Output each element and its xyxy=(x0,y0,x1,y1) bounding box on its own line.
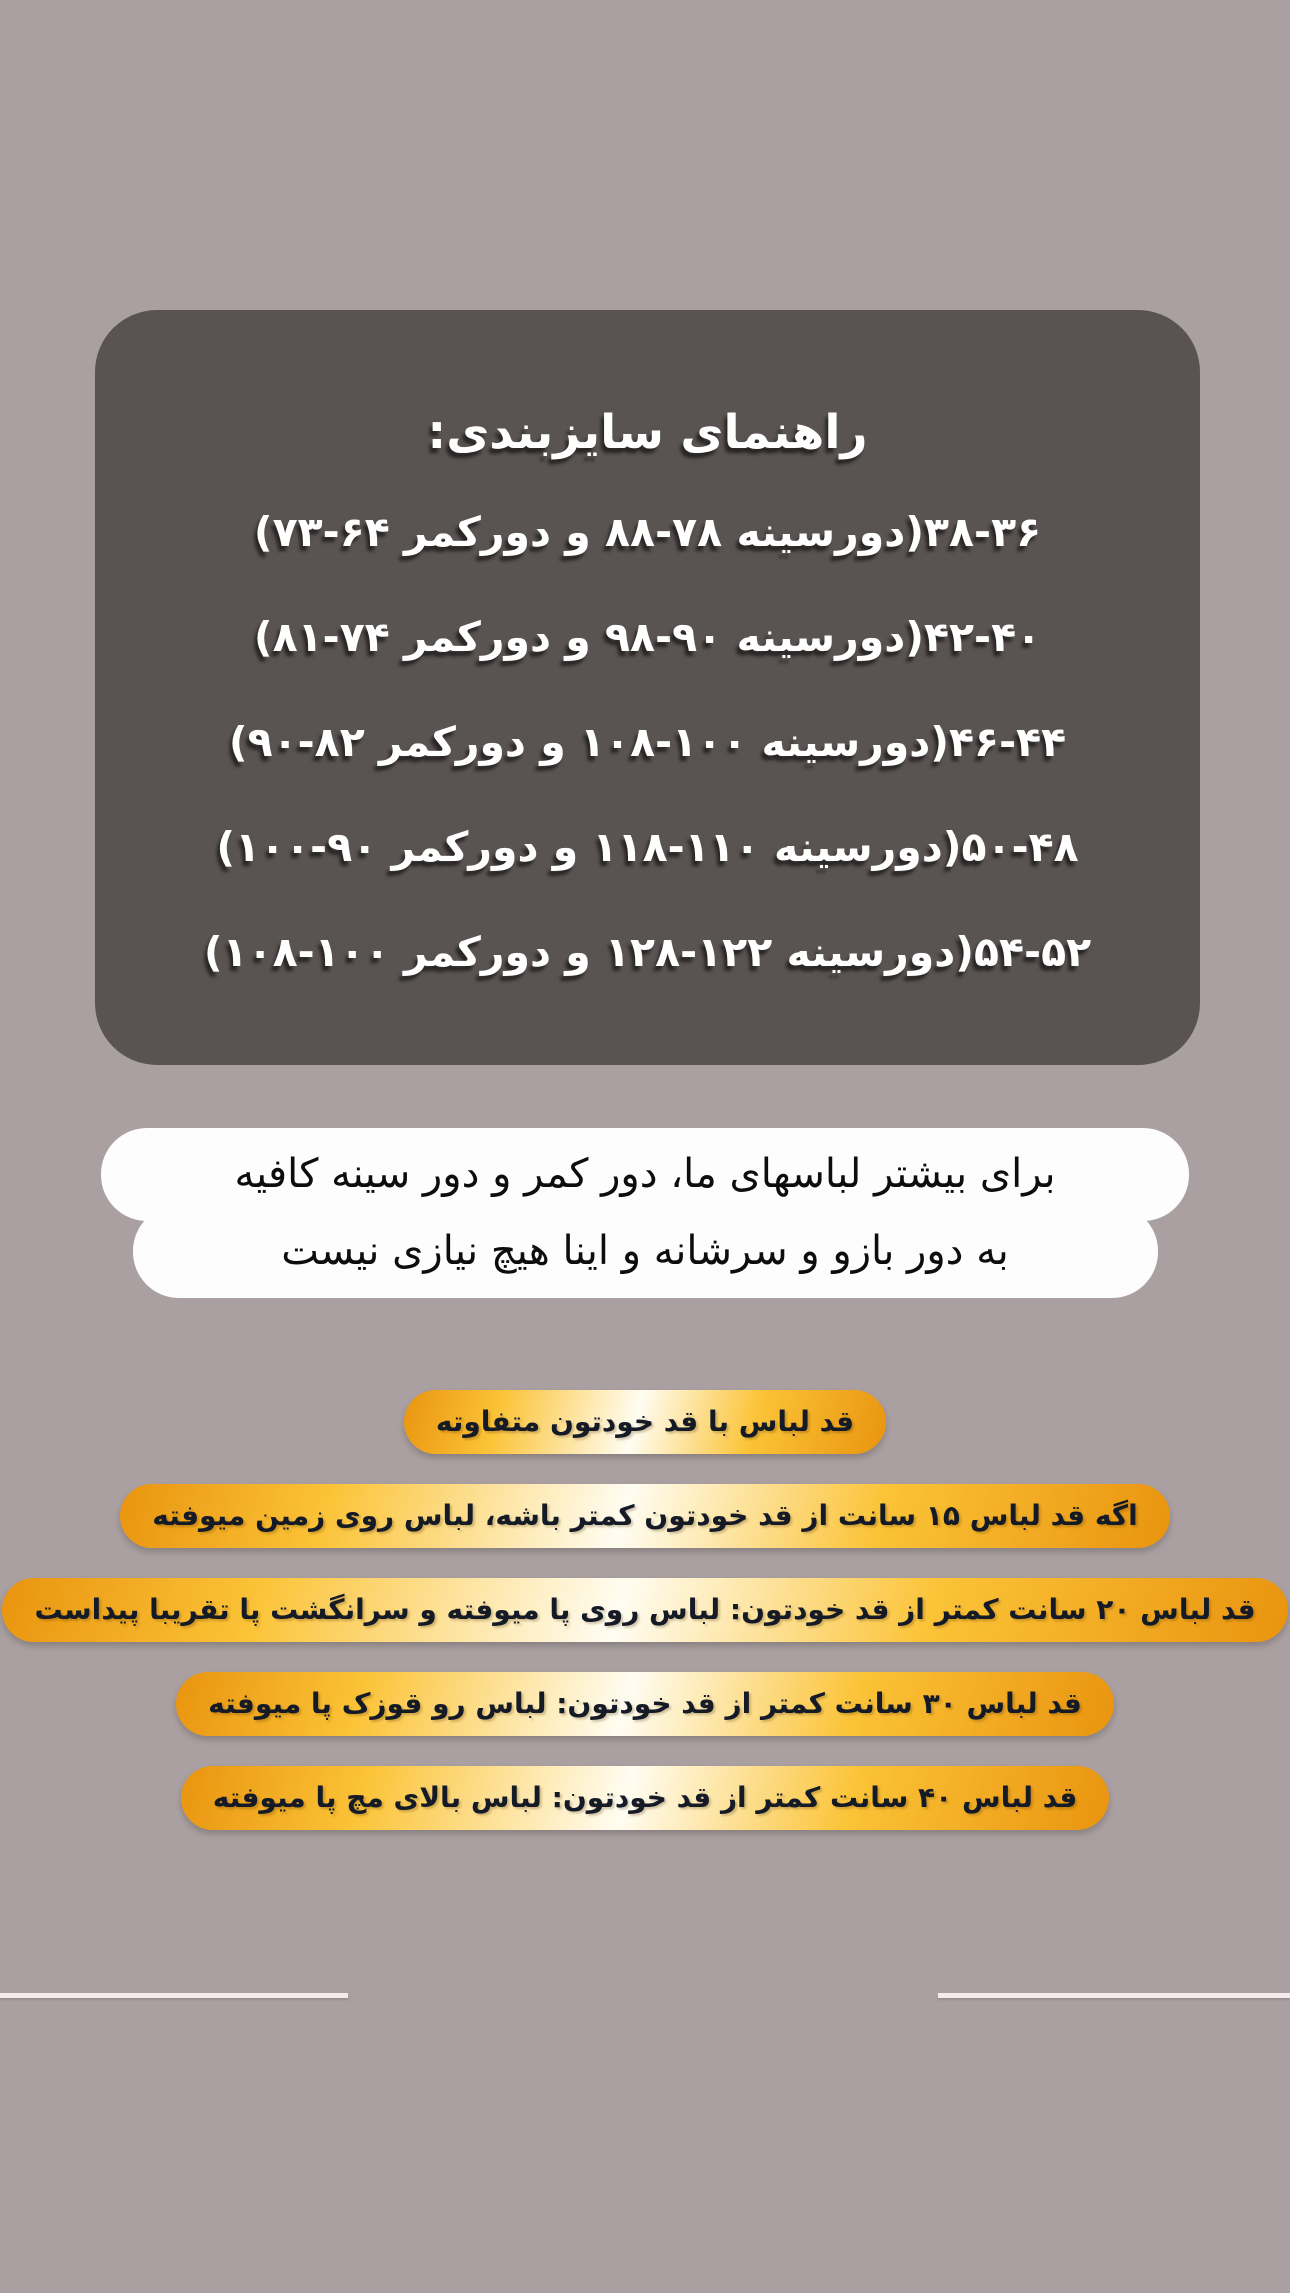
size-guide-card xyxy=(95,310,1200,1065)
note-bubble xyxy=(101,1128,1189,1298)
divider-right xyxy=(938,1993,1290,1998)
note-line-1: برای بیشتر لباسهای ما، دور کمر و دور سینه کافیه xyxy=(101,1128,1189,1221)
length-note-pill-1: قد لباس با قد خودتون متفاوته xyxy=(404,1390,886,1454)
size-row-44-46: ۴۴‏-‏۴۶(دورسینه ۱۰۰‏-‏۱۰۸ و دورکمر ۸۲‏-‏۹۰) xyxy=(228,718,1067,766)
size-row-36-38: ۳۶‏-‏۳۸(دورسینه ۷۸‏-‏۸۸ و دورکمر ۶۴‏-‏۷۳) xyxy=(253,508,1042,556)
length-note-pill-4: قد لباس ۳۰ سانت کمتر از قد خودتون: لباس رو قوزک پا میوفته xyxy=(176,1672,1114,1736)
length-note-pill-3: قد لباس ۲۰ سانت کمتر از قد خودتون: لباس روی پا میوفته و سرانگشت پا تقریبا پیداست xyxy=(2,1578,1287,1642)
note-line-2: به دور بازو و سرشانه و اینا هیچ نیازی نیست xyxy=(133,1205,1158,1298)
length-note-pill-2: اگه قد لباس ۱۵ سانت از قد خودتون کمتر باشه، لباس روی زمین میوفته xyxy=(120,1484,1169,1548)
size-row-48-50: ۴۸‏-‏۵۰(دورسینه ۱۱۰‏-‏۱۱۸ و دورکمر ۹۰‏-‏۱۰۰) xyxy=(216,823,1079,871)
length-notes-stack xyxy=(0,1390,1290,1830)
divider-left xyxy=(0,1993,348,1998)
length-note-pill-5: قد لباس ۴۰ سانت کمتر از قد خودتون: لباس بالای مچ پا میوفته xyxy=(181,1766,1110,1830)
size-guide-title: راهنمای سایزبندی: xyxy=(427,405,868,460)
size-row-40-42: ۴۰‏-‏۴۲(دورسینه ۹۰‏-‏۹۸ و دورکمر ۷۴‏-‏۸۱) xyxy=(253,613,1042,661)
size-row-52-54: ۵۲‏-‏۵۴(دورسینه ۱۲۲‏-‏۱۲۸ و دورکمر ۱۰۰‏-‏۱۰۸) xyxy=(203,928,1092,976)
